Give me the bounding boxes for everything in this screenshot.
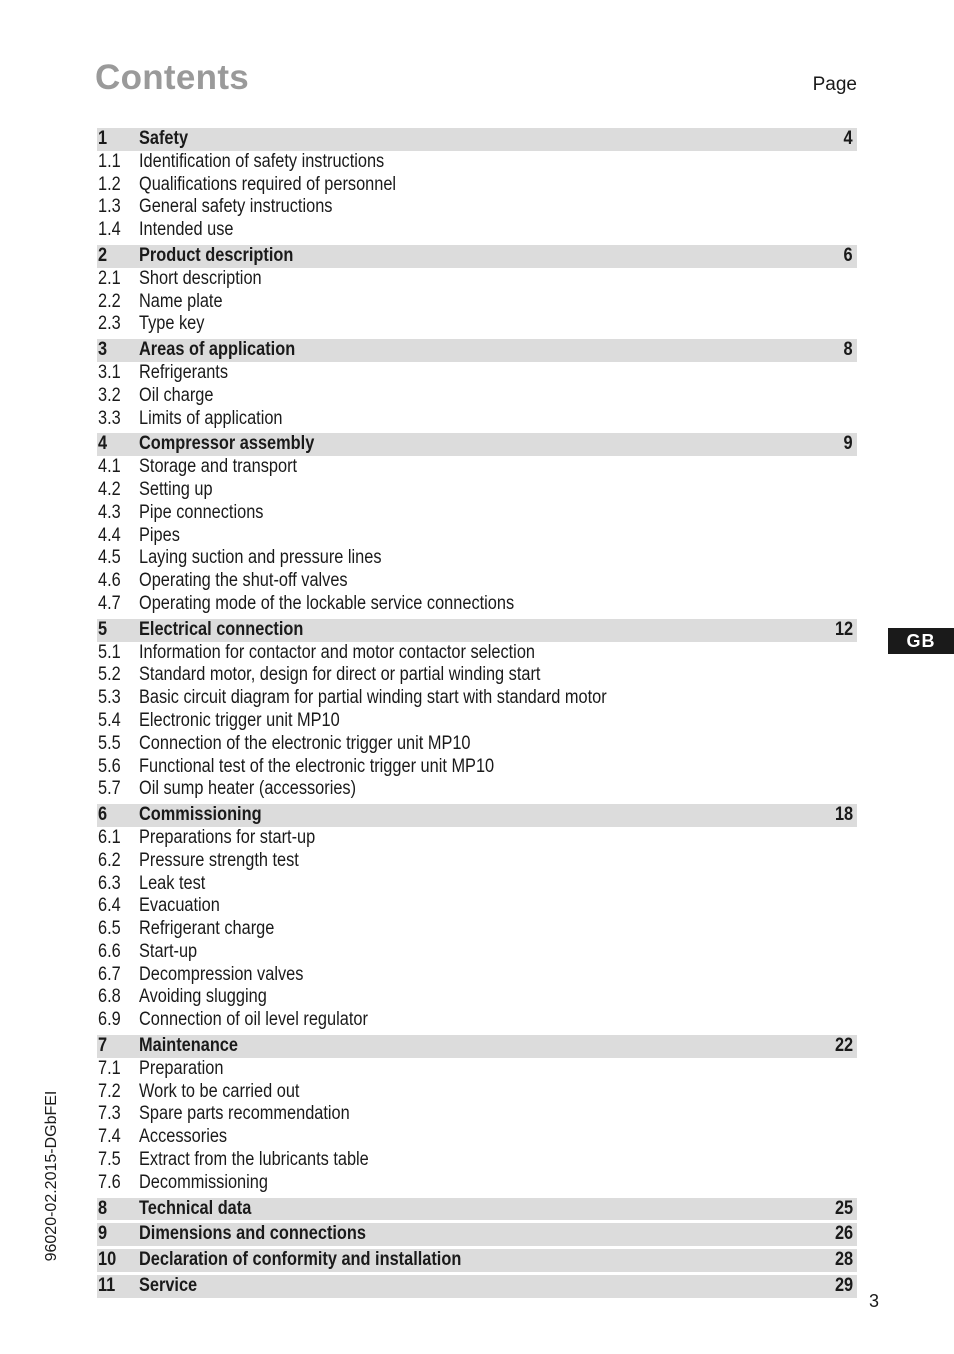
section-row[interactable] <box>97 196 857 219</box>
section-number: 1.3 <box>98 196 121 218</box>
chapter-title: Product description <box>139 244 294 266</box>
section-title: Preparations for start-up <box>139 826 316 848</box>
section-number: 4.5 <box>98 547 121 569</box>
chapter-row[interactable] <box>97 804 857 827</box>
section-title: Type key <box>139 313 205 335</box>
page-number: 3 <box>869 1291 880 1311</box>
section-number: 4.6 <box>98 570 121 592</box>
section-title: Limits of application <box>139 407 283 429</box>
chapter-number: 8 <box>98 1197 108 1219</box>
section-row[interactable] <box>97 570 857 593</box>
chapter-page-number: 6 <box>843 244 853 266</box>
section-title: Decompression valves <box>139 963 304 985</box>
section-row[interactable] <box>97 525 857 548</box>
chapter-page-number: 25 <box>834 1197 853 1219</box>
chapter-row[interactable] <box>97 433 857 456</box>
section-title: Information for contactor and motor contactor selection <box>139 641 535 663</box>
section-row[interactable] <box>97 268 857 291</box>
section-number: 7.3 <box>98 1103 121 1125</box>
section-number: 7.2 <box>98 1080 121 1102</box>
section-title: Oil charge <box>139 384 214 406</box>
chapter-page-number: 29 <box>834 1275 853 1297</box>
section-number: 7.6 <box>98 1171 121 1193</box>
chapter-row[interactable] <box>97 245 857 268</box>
section-number: 1.2 <box>98 173 121 195</box>
section-row[interactable] <box>97 479 857 502</box>
chapter-page-number: 8 <box>843 339 853 361</box>
section-title: Setting up <box>139 478 213 500</box>
section-row[interactable] <box>97 408 857 431</box>
section-title: Name plate <box>139 290 223 312</box>
chapter-number: 5 <box>98 618 108 640</box>
section-row[interactable] <box>97 1009 857 1032</box>
section-row[interactable] <box>97 687 857 710</box>
chapter-title: Safety <box>139 128 189 149</box>
chapter-page-number: 18 <box>834 804 853 826</box>
section-title: Storage and transport <box>139 456 298 478</box>
section-number: 4.1 <box>98 456 121 478</box>
chapter-number: 7 <box>98 1035 108 1057</box>
page-column-label: Page <box>812 74 857 95</box>
section-title: Identification of safety instructions <box>139 150 385 172</box>
section-number: 6.4 <box>98 895 121 917</box>
section-number: 4.2 <box>98 478 121 500</box>
section-title: Refrigerant charge <box>139 918 275 940</box>
section-row[interactable] <box>97 313 857 336</box>
section-number: 3.3 <box>98 407 121 429</box>
section-row[interactable] <box>97 941 857 964</box>
section-number: 5.5 <box>98 732 121 754</box>
section-row[interactable] <box>97 710 857 733</box>
section-number: 4.3 <box>98 501 121 523</box>
section-title: Start-up <box>139 940 198 962</box>
section-row[interactable] <box>97 986 857 1009</box>
chapter-row[interactable] <box>97 1275 857 1298</box>
chapter-number: 6 <box>98 804 108 826</box>
section-number: 5.6 <box>98 755 121 777</box>
chapter-title: Commissioning <box>139 804 262 826</box>
section-number: 3.1 <box>98 361 121 383</box>
section-row[interactable] <box>97 456 857 479</box>
section-title: Connection of oil level regulator <box>139 1009 368 1031</box>
chapter-title: Compressor assembly <box>139 433 315 455</box>
chapter-page-number: 28 <box>834 1249 853 1271</box>
section-number: 1.4 <box>98 219 121 241</box>
page-title: Contents <box>95 58 250 97</box>
section-row[interactable] <box>97 756 857 779</box>
section-row[interactable] <box>97 827 857 850</box>
section-row[interactable] <box>97 593 857 616</box>
section-row[interactable] <box>97 850 857 873</box>
section-row[interactable] <box>97 1081 857 1104</box>
chapter-number: 3 <box>98 339 108 361</box>
section-number: 6.7 <box>98 963 121 985</box>
section-title: General safety instructions <box>139 196 333 218</box>
section-title: Avoiding slugging <box>139 986 267 1008</box>
chapter-number: 10 <box>98 1249 117 1271</box>
section-row[interactable] <box>97 918 857 941</box>
section-row[interactable] <box>97 664 857 687</box>
section-row[interactable] <box>97 151 857 174</box>
section-number: 3.2 <box>98 384 121 406</box>
chapter-row[interactable] <box>97 619 857 642</box>
chapter-title: Service <box>139 1275 198 1297</box>
section-title: Evacuation <box>139 895 220 917</box>
section-row[interactable] <box>97 642 857 665</box>
section-row[interactable] <box>97 964 857 987</box>
section-row[interactable] <box>97 502 857 525</box>
chapter-page-number: 22 <box>834 1035 853 1057</box>
section-number: 6.6 <box>98 940 121 962</box>
section-number: 6.2 <box>98 849 121 871</box>
section-row[interactable] <box>97 291 857 314</box>
section-title: Extract from the lubricants table <box>139 1149 369 1171</box>
section-number: 5.1 <box>98 641 121 663</box>
section-title: Basic circuit diagram for partial winding start with standard motor <box>139 687 607 709</box>
section-number: 7.1 <box>98 1057 121 1079</box>
section-row[interactable] <box>97 873 857 896</box>
section-row[interactable] <box>97 547 857 570</box>
chapter-row[interactable] <box>97 1035 857 1058</box>
section-row[interactable] <box>97 733 857 756</box>
chapter-row[interactable] <box>97 128 857 151</box>
section-row[interactable] <box>97 1058 857 1081</box>
section-title: Refrigerants <box>139 361 229 383</box>
section-number: 5.7 <box>98 778 121 800</box>
section-title: Connection of the electronic trigger unit MP10 <box>139 732 471 754</box>
table-of-contents <box>97 128 857 1298</box>
section-title: Pipe connections <box>139 501 264 523</box>
section-title: Standard motor, design for direct or partial winding start <box>139 664 541 686</box>
language-tab: GB <box>888 628 954 654</box>
section-row[interactable] <box>97 1149 857 1172</box>
chapter-row[interactable] <box>97 1223 857 1246</box>
section-title: Laying suction and pressure lines <box>139 547 382 569</box>
section-title: Decommissioning <box>139 1171 268 1193</box>
section-row[interactable] <box>97 174 857 197</box>
chapter-title: Declaration of conformity and installation <box>139 1249 462 1271</box>
chapter-title: Technical data <box>139 1197 252 1219</box>
section-title: Pipes <box>139 524 180 546</box>
chapter-number: 11 <box>98 1275 116 1297</box>
section-number: 6.8 <box>98 986 121 1008</box>
section-row[interactable] <box>97 219 857 242</box>
section-number: 5.4 <box>98 709 121 731</box>
section-number: 2.2 <box>98 290 121 312</box>
section-row[interactable] <box>97 1172 857 1195</box>
chapter-row[interactable] <box>97 1198 857 1221</box>
section-row[interactable] <box>97 895 857 918</box>
section-title: Operating mode of the lockable service connections <box>139 592 515 614</box>
chapter-page-number: 9 <box>843 433 853 455</box>
chapter-page-number: 12 <box>834 618 853 640</box>
section-number: 1.1 <box>98 150 121 172</box>
chapter-title: Maintenance <box>139 1035 238 1057</box>
section-number: 7.4 <box>98 1126 121 1148</box>
section-title: Functional test of the electronic trigger unit MP10 <box>139 755 495 777</box>
section-title: Short description <box>139 267 262 289</box>
section-number: 6.3 <box>98 872 121 894</box>
section-number: 5.2 <box>98 664 121 686</box>
section-row[interactable] <box>97 362 857 385</box>
chapter-number: 9 <box>98 1223 108 1245</box>
chapter-number: 1 <box>98 128 108 149</box>
section-title: Work to be carried out <box>139 1080 300 1102</box>
chapter-row[interactable] <box>97 1249 857 1272</box>
section-number: 6.9 <box>98 1009 121 1031</box>
section-number: 6.5 <box>98 918 121 940</box>
section-row[interactable] <box>97 1103 857 1126</box>
document-code: 96020-02.2015-DGbFEI <box>43 1090 60 1262</box>
section-number: 4.4 <box>98 524 121 546</box>
chapter-number: 2 <box>98 244 108 266</box>
section-number: 4.7 <box>98 592 121 614</box>
section-title: Operating the shut-off valves <box>139 570 348 592</box>
chapter-page-number: 4 <box>843 128 853 149</box>
chapter-page-number: 26 <box>834 1223 853 1245</box>
section-number: 6.1 <box>98 826 121 848</box>
section-title: Preparation <box>139 1057 224 1079</box>
section-number: 2.3 <box>98 313 121 335</box>
section-number: 5.3 <box>98 687 121 709</box>
section-title: Oil sump heater (accessories) <box>139 778 357 800</box>
section-row[interactable] <box>97 1126 857 1149</box>
chapter-number: 4 <box>98 433 108 455</box>
section-title: Spare parts recommendation <box>139 1103 350 1125</box>
section-row[interactable] <box>97 778 857 801</box>
section-title: Electronic trigger unit MP10 <box>139 709 340 731</box>
section-title: Qualifications required of personnel <box>139 173 397 195</box>
chapter-title: Electrical connection <box>139 618 304 640</box>
chapter-row[interactable] <box>97 339 857 362</box>
section-title: Pressure strength test <box>139 849 299 871</box>
section-number: 2.1 <box>98 267 121 289</box>
section-title: Accessories <box>139 1126 228 1148</box>
section-number: 7.5 <box>98 1149 121 1171</box>
section-title: Leak test <box>139 872 206 894</box>
chapter-title: Areas of application <box>139 339 296 361</box>
chapter-title: Dimensions and connections <box>139 1223 366 1245</box>
section-row[interactable] <box>97 385 857 408</box>
section-title: Intended use <box>139 219 234 241</box>
